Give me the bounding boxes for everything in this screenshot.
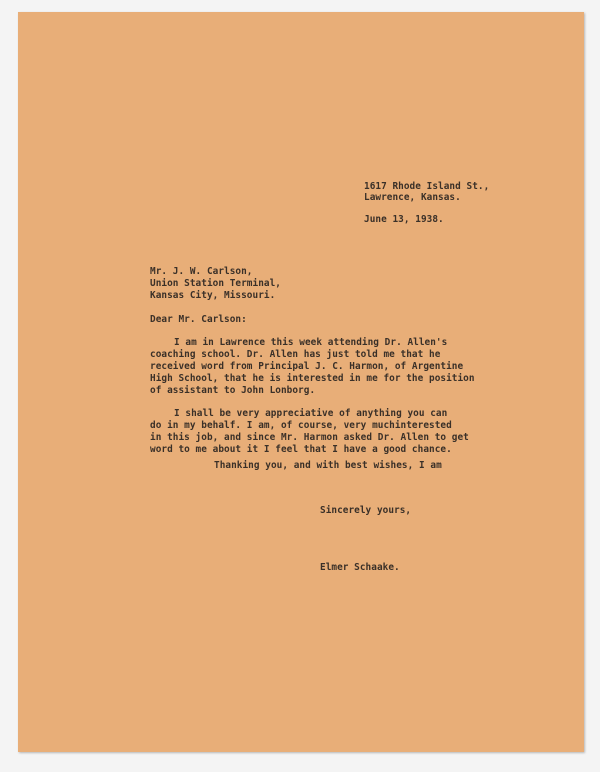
closing: Sincerely yours,	[320, 505, 412, 516]
paragraph-1-line-2: coaching school. Dr. Allen has just told me that he	[150, 349, 441, 360]
paragraph-2-line-4: word to me about it I feel that I have a good chance.	[150, 444, 452, 455]
recipient-line-3: Kansas City, Missouri.	[150, 290, 276, 301]
paragraph-2-line-1: I shall be very appreciative of anything you can	[174, 408, 448, 419]
signature: Elmer Schaake.	[320, 562, 400, 573]
paragraph-1-line-4: High School, that he is interested in me for the position	[150, 373, 475, 384]
recipient-line-1: Mr. J. W. Carlson,	[150, 266, 253, 277]
paragraph-3: Thanking you, and with best wishes, I am	[214, 460, 442, 471]
recipient-line-2: Union Station Terminal,	[150, 278, 281, 289]
paragraph-2-line-3: in this job, and since Mr. Harmon asked Dr. Allen to get	[150, 432, 469, 443]
sender-address-line-1: 1617 Rhode Island St.,	[364, 181, 490, 192]
paragraph-1-line-1: I am in Lawrence this week attending Dr. Allen's	[174, 337, 448, 348]
salutation: Dear Mr. Carlson:	[150, 314, 247, 325]
paragraph-2-line-2: do in my behalf. I am, of course, very muchinterested	[150, 420, 452, 431]
letter-date: June 13, 1938.	[364, 214, 444, 225]
paragraph-1-line-5: of assistant to John Lonborg.	[150, 385, 316, 396]
paragraph-1-line-3: received word from Principal J. C. Harmon, of Argentine	[150, 361, 464, 372]
sender-address-line-2: Lawrence, Kansas.	[364, 192, 461, 203]
